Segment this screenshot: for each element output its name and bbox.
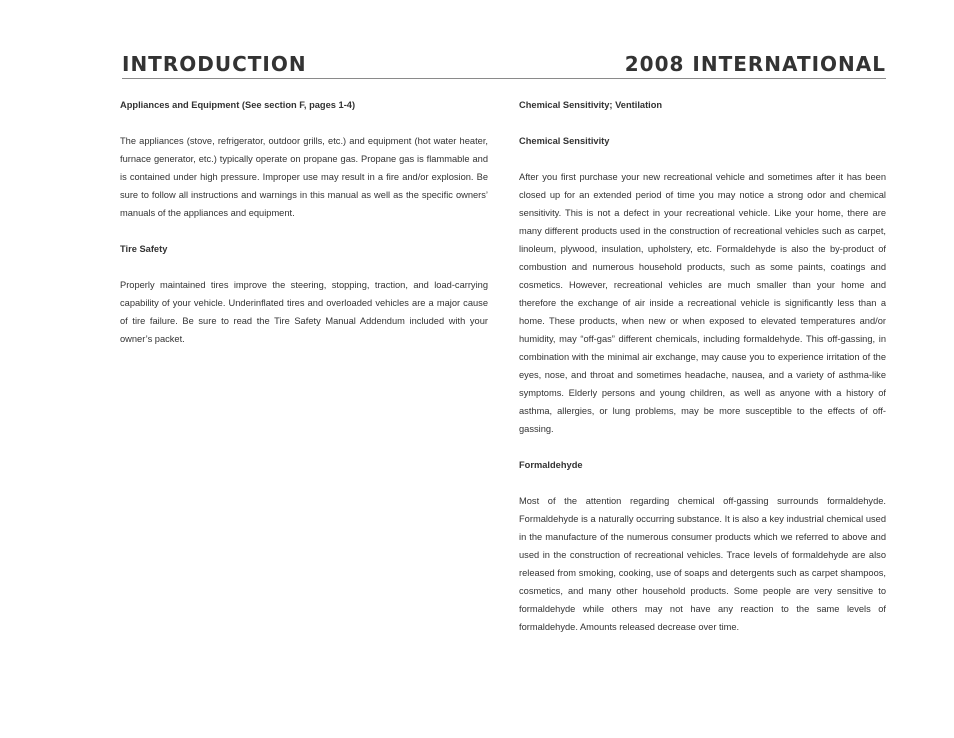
formaldehyde-heading: Formaldehyde [519, 460, 583, 470]
section-title: INTRODUCTION [122, 52, 307, 76]
chemical-ventilation-heading: Chemical Sensitivity; Ventilation [519, 100, 663, 110]
tire-safety-heading: Tire Safety [120, 244, 168, 254]
tire-safety-paragraph: Properly maintained tires improve the steering, stopping, traction, and load-carrying capability of your vehicle. Underinflated tires and overloaded vehicles are a major cause of tire failure. Be sure to read the Tire Safety Manual Addendum included with your owner’s packet. [120, 280, 488, 344]
chemical-sensitivity-heading: Chemical Sensitivity [519, 136, 610, 146]
appliances-paragraph: The appliances (stove, refrigerator, outdoor grills, etc.) and equipment (hot water heater, furnace generator, etc.) typically operate on propane gas. Propane gas is flammable and is contained under high pressure. Improper use may result in a fire and/or explosion. Be sure to follow all instructions and warnings in this manual as well as the specific owners’ manuals of the appliances and equipment. [120, 136, 488, 218]
left-column [120, 96, 488, 348]
manual-title: 2008 INTERNATIONAL [624, 52, 886, 76]
appliances-heading: Appliances and Equipment (See section F, pages 1-4) [120, 100, 356, 110]
formaldehyde-paragraph: Most of the attention regarding chemical off-gassing surrounds formaldehyde. Formaldehyde is a naturally occurring substance. It is also a key industrial chemical used in the manufacture of the numerous consumer products which we referred to above and used in the construction of recreational vehicles. Trace levels of formaldehyde are also released from smoking, cooking, use of soaps and detergents such as carpet shampoos, cosmetics, and many other household products. Some people are very sensitive to formaldehyde while others may not have any reaction to the same levels of formaldehyde. Amounts released decrease over time. [519, 496, 886, 632]
page-header [122, 52, 886, 79]
right-column [519, 96, 886, 636]
chemical-sensitivity-paragraph: After you first purchase your new recreational vehicle and sometimes after it has been closed up for an extended period of time you may notice a strong odor and chemical sensitivity. This is not a defect in your recreational vehicle. Like your home, there are many different products used in the construction of recreational vehicles such as carpet, linoleum, plywood, insulation, upholstery, etc. Formaldehyde is also the by-product of combustion and numerous household products, such as some paints, coatings and cosmetics. However, recreational vehicles are much smaller than your home and therefore the exchange of air inside a recreational vehicle is significantly less than a home. These products, when new or when exposed to elevated temperatures and/or humidity, may “off-gas” different chemicals, including formaldehyde. This off-gassing, in combination with the minimal air exchange, may cause you to experience irritation of the eyes, nose, and throat and sometimes headache, nausea, and a variety of asthma-like symptoms. Elderly persons and young children, as well as anyone with a history of asthma, allergies, or lung problems, may be more susceptible to the effects of off-gassing. [519, 172, 886, 434]
